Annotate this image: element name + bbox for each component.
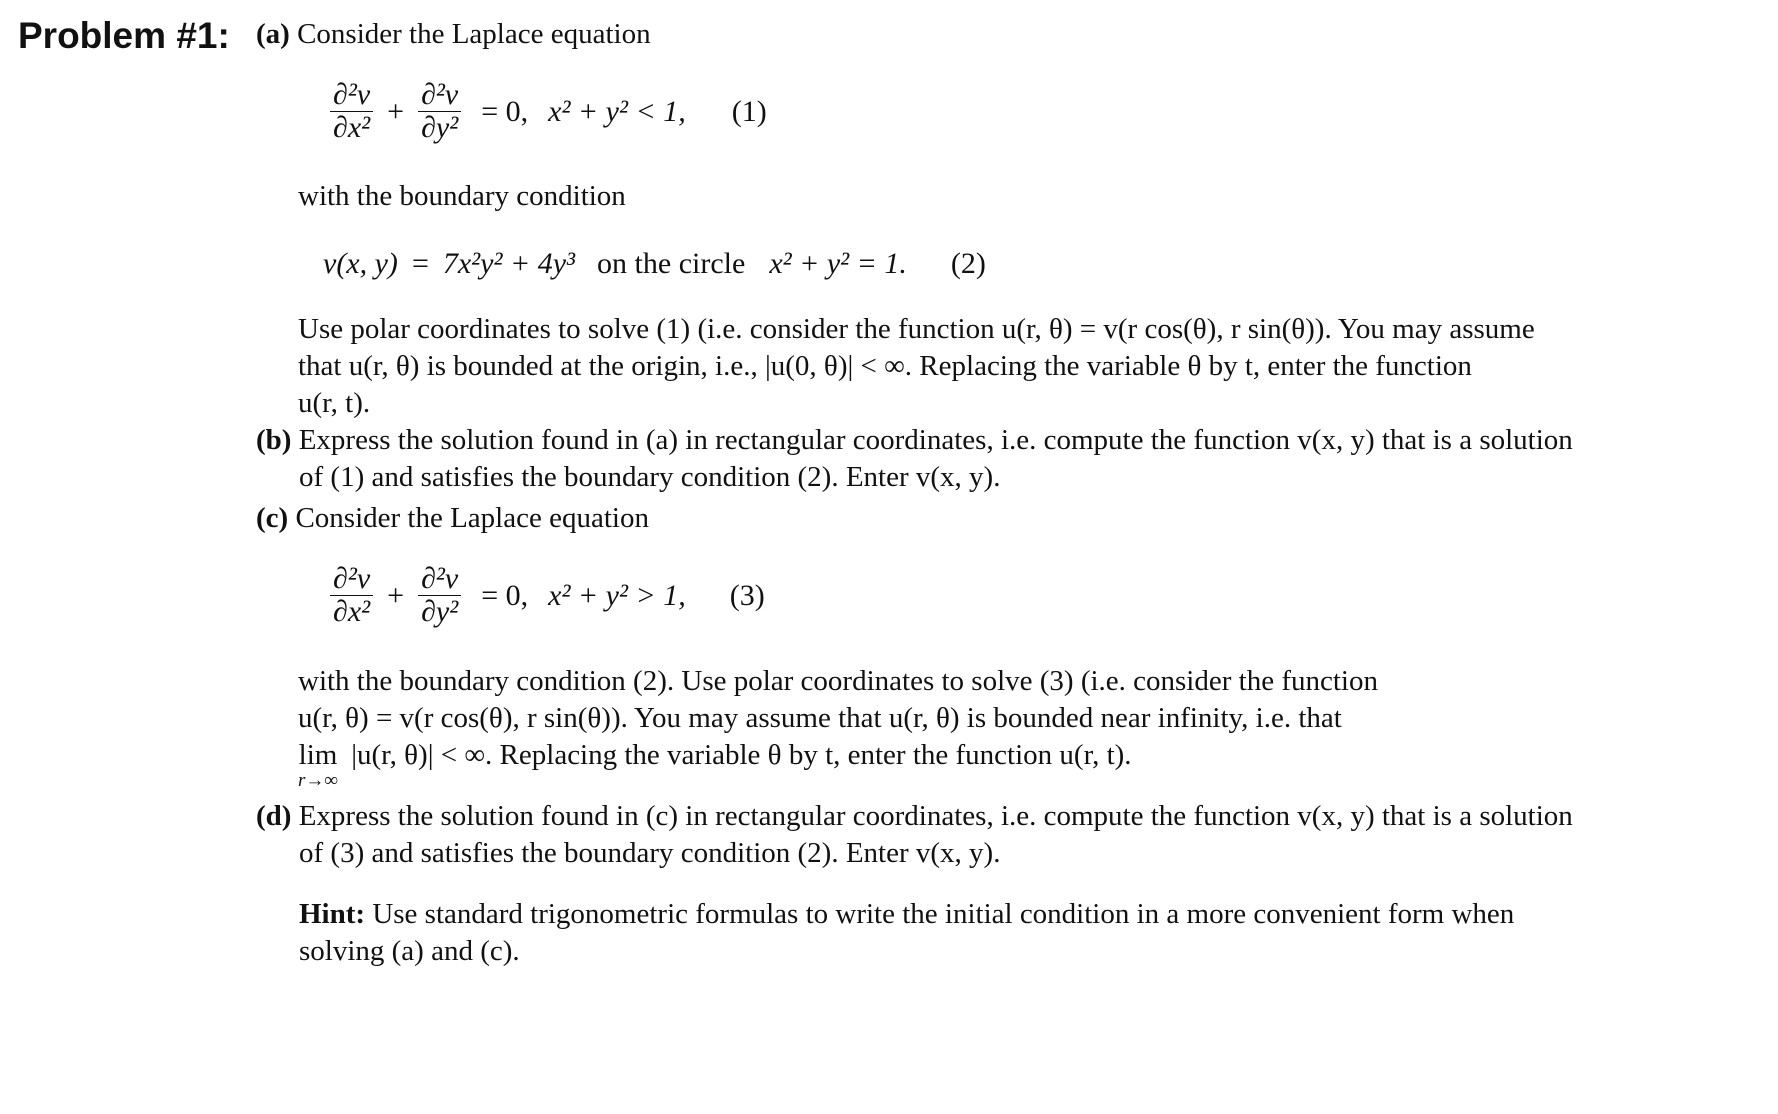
part-a-text-line-3: u(r, t). [298, 387, 371, 419]
eq2-equals: = [411, 247, 429, 280]
eq3-plus: + [387, 579, 405, 612]
eq2-on-circle: on the circle [597, 247, 746, 280]
hint-line-1 [299, 896, 1539, 933]
hint-text-2: solving (a) and (c). [299, 935, 520, 967]
part-c-text-line-1: with the boundary condition (2). Use polar coordinates to solve (3) (i.e. consider the function [298, 665, 1378, 697]
problem-heading: Problem #1: [18, 15, 230, 56]
eq1-condition: x² + y² < 1, [548, 95, 686, 128]
part-d [256, 798, 1573, 872]
eq3-equals-zero: = 0, [481, 579, 529, 612]
part-a-text-line-1: Use polar coordinates to solve (1) (i.e. consider the function u(r, θ) = v(r cos(θ), r sin(θ)). You may assume [298, 313, 1535, 345]
part-d-label: (d) [256, 800, 292, 832]
part-d-text-1: Express the solution found in (c) in rectangular coordinates, i.e. compute the function v(x, y) that is a solution [298, 800, 1573, 832]
limit-word: lim [298, 739, 338, 771]
part-c-text-line-3-row [298, 737, 1538, 790]
eq1-frac-x [330, 80, 373, 143]
limit-operator [298, 737, 338, 790]
eq3-frac-x [330, 564, 373, 627]
eq3-frac-y-den: ∂y² [421, 595, 459, 628]
eq3-frac-y-num: ∂²v [418, 564, 461, 596]
eq3-number: (3) [729, 579, 765, 612]
part-b-text-1: Express the solution found in (a) in rectangular coordinates, i.e. compute the function v(x, y) that is a solution [298, 424, 1573, 456]
equation-2 [323, 245, 986, 282]
eq1-frac-y-den: ∂y² [421, 111, 459, 144]
part-c-paragraph [298, 663, 1538, 790]
part-a-paragraph [298, 311, 1538, 422]
eq1-frac-y-num: ∂²v [418, 80, 461, 112]
eq1-number: (1) [731, 95, 767, 128]
part-a-intro: Consider the Laplace equation [297, 18, 651, 50]
part-b-text-2: of (1) and satisfies the boundary condition (2). Enter v(x, y). [299, 461, 1001, 493]
part-a-bc-intro: with the boundary condition [298, 180, 626, 212]
eq2-lhs: v(x, y) [323, 247, 398, 280]
part-c-label: (c) [256, 502, 289, 534]
eq3-frac-x-den: ∂x² [333, 595, 371, 628]
hint-label: Hint: [299, 898, 366, 930]
part-c-text-line-2: u(r, θ) = v(r cos(θ), r sin(θ)). You may assume that u(r, θ) is bounded near infinity, i.e. that [298, 702, 1342, 734]
eq1-frac-x-den: ∂x² [333, 111, 371, 144]
eq3-condition: x² + y² > 1, [548, 579, 686, 612]
part-b-label: (b) [256, 424, 292, 456]
eq2-number: (2) [950, 247, 986, 280]
eq1-equals-zero: = 0, [481, 95, 529, 128]
part-b-line-1 [256, 422, 1573, 459]
part-c-intro: Consider the Laplace equation [295, 502, 649, 534]
part-b [256, 422, 1573, 496]
eq3-frac-x-num: ∂²v [330, 564, 373, 596]
hint-text-1: Use standard trigonometric formulas to write the initial condition in a more convenient form when [372, 898, 1515, 930]
eq1-frac-y [418, 80, 461, 143]
hint-block [299, 896, 1539, 970]
part-a-label: (a) [256, 18, 290, 50]
part-d-line-1 [256, 798, 1573, 835]
eq3-frac-y [418, 564, 461, 627]
eq2-circle: x² + y² = 1. [769, 247, 907, 280]
eq1-plus: + [387, 95, 405, 128]
eq2-rhs: 7x²y² + 4y³ [442, 247, 576, 280]
part-c-text-line-3: |u(r, θ)| < ∞. Replacing the variable θ by t, enter the function u(r, t). [351, 739, 1132, 771]
part-a-text-line-2: that u(r, θ) is bounded at the origin, i.e., |u(0, θ)| < ∞. Replacing the variable θ by t, enter the function [298, 350, 1472, 382]
part-c-intro-line [256, 500, 649, 537]
part-a-intro-line [256, 16, 651, 53]
limit-subscript: r→∞ [298, 770, 338, 791]
equation-1 [326, 80, 767, 143]
part-d-text-2: of (3) and satisfies the boundary condition (2). Enter v(x, y). [299, 837, 1001, 869]
equation-3 [326, 564, 765, 627]
eq1-frac-x-num: ∂²v [330, 80, 373, 112]
